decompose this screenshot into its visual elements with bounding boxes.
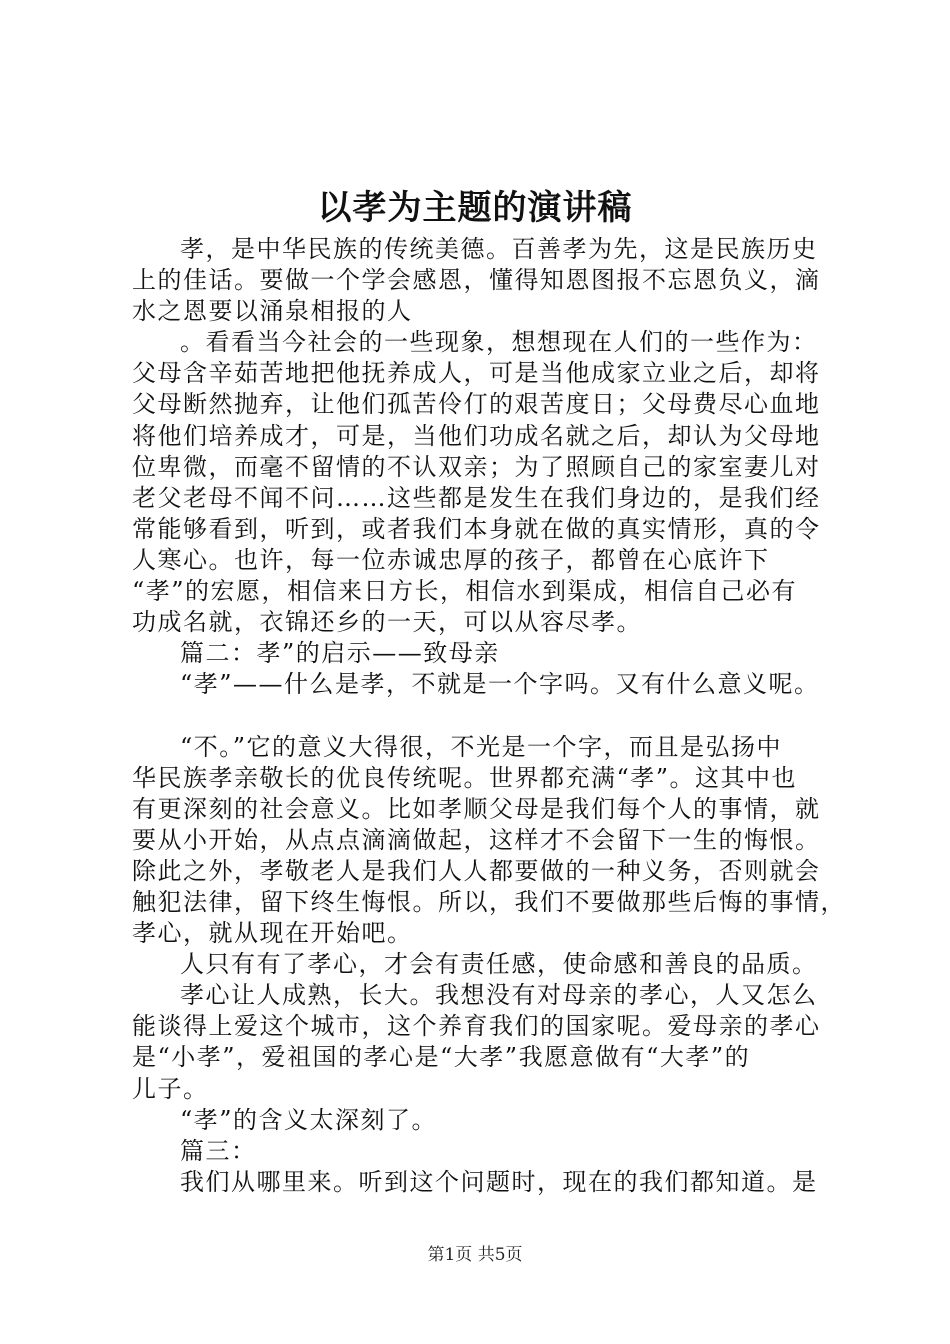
body-line: 将他们培养成才，可是，当他们功成名就之后，却认为父母地 bbox=[132, 421, 821, 450]
body-line: “孝”——什么是孝，不就是一个字吗。又有什么意义呢。 bbox=[180, 670, 820, 699]
body-line: “孝”的含义太深刻了。 bbox=[180, 1105, 438, 1134]
body-line: 华民族孝亲敬长的优良传统呢。世界都充满“孝”。这其中也 bbox=[132, 763, 798, 792]
body-line: 父母断然抛弃，让他们孤苦伶仃的艰苦度日；父母费尽心血地 bbox=[132, 390, 821, 419]
document-body bbox=[132, 234, 846, 1198]
body-line: 人只有有了孝心，才会有责任感，使命感和善良的品质。 bbox=[180, 950, 818, 979]
body-line: 我们从哪里来。听到这个问题时，现在的我们都知道。是 bbox=[180, 1167, 818, 1196]
body-line: 。看看当今社会的一些现象，想想现在人们的一些作为： bbox=[180, 328, 818, 357]
body-line: “不。”它的意义大得很，不光是一个字，而且是弘扬中 bbox=[180, 732, 783, 761]
body-line: 孝，是中华民族的传统美德。百善孝为先，这是民族历史 bbox=[180, 235, 818, 263]
body-line: 除此之外，孝敬老人是我们人人都要做的一种义务，否则就会 bbox=[132, 856, 821, 885]
page-footer: 第1页 共5页 bbox=[427, 1245, 523, 1265]
body-line: 水之恩要以涌泉相报的人 bbox=[132, 297, 413, 326]
body-line: 篇二：孝”的启示——致母亲 bbox=[180, 639, 500, 668]
body-line: 孝心让人成熟，长大。我想没有对母亲的孝心，人又怎么 bbox=[180, 981, 818, 1010]
body-line: 上的佳话。要做一个学会感恩，懂得知恩图报不忘恩负义，滴 bbox=[132, 266, 821, 295]
body-line: 孝心，就从现在开始吧。 bbox=[132, 919, 413, 948]
document-title: 以孝为主题的演讲稿 bbox=[317, 188, 633, 228]
body-line: 功成名就，衣锦还乡的一天，可以从容尽孝。 bbox=[132, 608, 642, 637]
body-line: 能谈得上爱这个城市，这个养育我们的国家呢。爱母亲的孝心 bbox=[132, 1012, 821, 1041]
body-line: 父母含辛茹苦地把他抚养成人，可是当他成家立业之后，却将 bbox=[132, 359, 821, 388]
body-line: 触犯法律，留下终生悔恨。所以，我们不要做那些后悔的事情， bbox=[132, 887, 846, 916]
body-line: 是“小孝”，爱祖国的孝心是“大孝”我愿意做有“大孝”的 bbox=[132, 1043, 751, 1072]
body-line bbox=[132, 700, 832, 731]
body-line: 人寒心。也许，每一位赤诚忠厚的孩子，都曾在心底许下 bbox=[132, 545, 770, 574]
body-line: 有更深刻的社会意义。比如孝顺父母是我们每个人的事情，就 bbox=[132, 794, 821, 823]
body-line: 篇三： bbox=[180, 1136, 257, 1165]
body-line: 位卑微，而毫不留情的不认双亲；为了照顾自己的家室妻儿对 bbox=[132, 452, 821, 481]
body-line: 要从小开始，从点点滴滴做起，这样才不会留下一生的悔恨。 bbox=[132, 825, 821, 854]
body-line: 老父老母不闻不问……这些都是发生在我们身边的，是我们经 bbox=[132, 483, 821, 512]
body-line: 常能够看到，听到，或者我们本身就在做的真实情形，真的令 bbox=[132, 514, 821, 543]
body-line: 儿子。 bbox=[132, 1074, 209, 1103]
body-line: “孝”的宏愿，相信来日方长，相信水到渠成，相信自己必有 bbox=[132, 577, 798, 606]
